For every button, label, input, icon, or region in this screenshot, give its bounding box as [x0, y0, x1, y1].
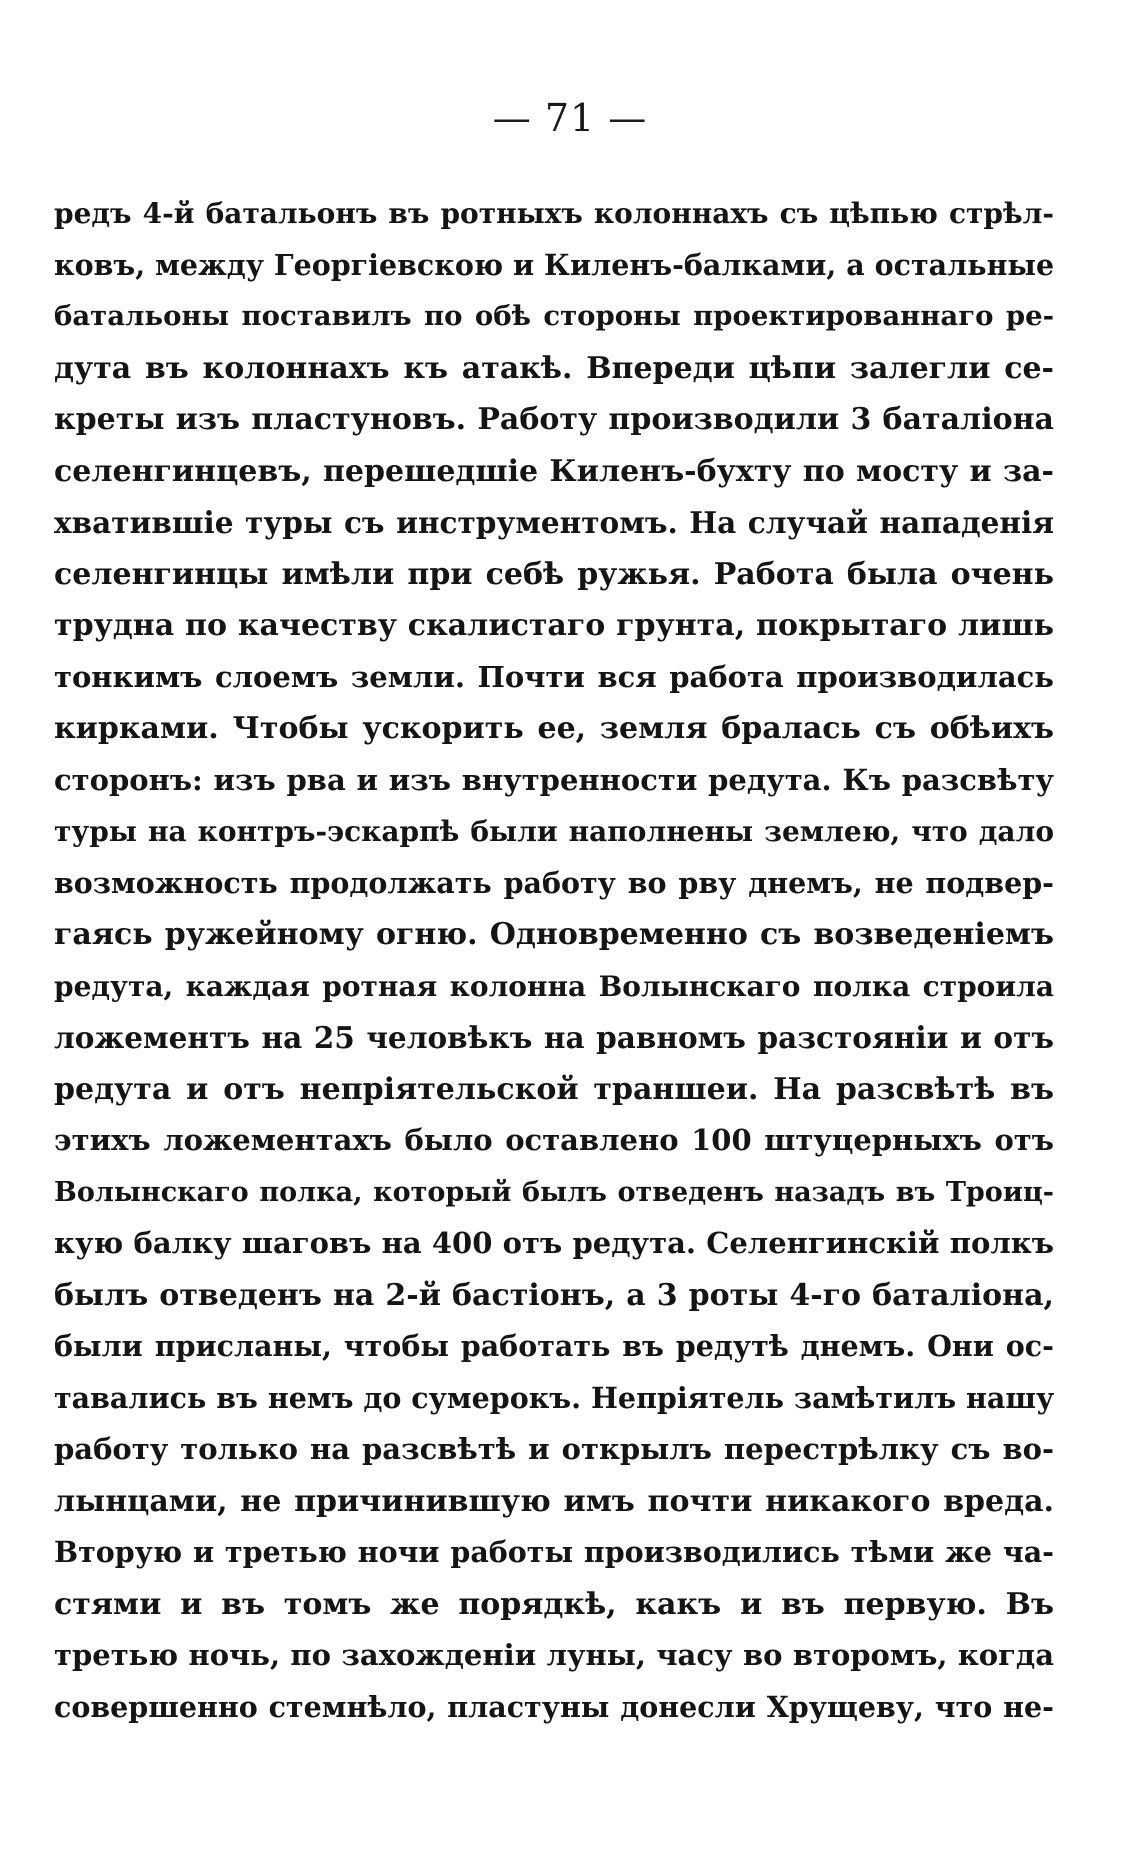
text-line: хватившіе туры съ инструментомъ. На случай нападенія	[54, 505, 1054, 540]
text-line: селенгинцы имѣли при себѣ ружья. Работа была очень	[54, 556, 1054, 592]
text-line: ковъ, между Георгіевскою и Киленъ-балками, а остальные	[54, 247, 1055, 282]
text-line: трудна по качеству скалистаго грунта, покрытаго лишь	[54, 608, 1054, 643]
text-line: дута въ колоннахъ къ атакѣ. Впереди цѣпи залегли се-	[54, 350, 1054, 386]
text-line: креты изъ пластуновъ. Работу производили 3 баталіона	[54, 402, 1054, 437]
text-line: селенгинцевъ, перешедшіе Киленъ-бухту по мосту и за-	[54, 453, 1054, 489]
text-line: редъ 4-й батальонъ въ ротныхъ колоннахъ съ цѣпью стрѣл-	[54, 197, 1054, 230]
text-line: тавались въ немъ до сумерокъ. Непріятель замѣтилъ нашу	[54, 1380, 1055, 1415]
text-line: гаясь ружейному огню. Одновременно съ возведеніемъ	[54, 917, 1054, 952]
text-line: ложементъ на 25 человѣкъ на равномъ разстояніи и отъ	[54, 1020, 1054, 1055]
text-line: тонкимъ слоемъ земли. Почти вся работа производилась	[54, 659, 1054, 694]
text-line: кую балку шаговъ на 400 отъ редута. Селенгинскій полкъ	[54, 1226, 1054, 1260]
text-line: совершенно стемнѣло, пластуны донесли Хрущеву, что не-	[54, 1689, 1054, 1724]
text-line: былъ отведенъ на 2-й бастіонъ, а 3 роты 4-го баталіона,	[54, 1277, 1054, 1313]
text-line: стями и въ томъ же порядкѣ, какъ и въ первую. Въ	[54, 1586, 1054, 1622]
text-line: кирками. Чтобы ускорить ее, земля бралась съ обѣихъ	[54, 711, 1054, 746]
page-number: — 71 —	[492, 96, 648, 140]
text-line: возможность продолжать работу во рву днемъ, не подвер-	[54, 865, 1054, 900]
text-line: редута, каждая ротная колонна Волынскаго полка строила	[54, 969, 1054, 1003]
text-line: редута и отъ непріятельской траншеи. На разсвѣтѣ въ	[54, 1071, 1054, 1107]
text-line: туры на контръ-эскарпѣ были наполнены землею, что дало	[54, 815, 1054, 848]
text-line: Волынскаго полка, который былъ отведенъ назадъ въ Троиц-	[54, 1176, 1054, 1208]
text-line: батальоны поставилъ по обѣ стороны проектированнаго ре-	[54, 300, 1054, 332]
text-line: этихъ ложементахъ было оставлено 100 штуцерныхъ отъ	[54, 1123, 1054, 1157]
text-line: работу только на разсвѣтѣ и открылъ перестрѣлку съ во-	[54, 1432, 1054, 1466]
text-line: Вторую и третью ночи работы производились тѣми же ча-	[54, 1535, 1054, 1569]
text-line: были присланы, чтобы работать въ редутѣ днемъ. Они ос-	[54, 1329, 1054, 1363]
text-line: лынцами, не причинившую имъ почти никакого вреда.	[54, 1483, 1054, 1519]
text-line: сторонъ: изъ рва и изъ внутренности редута. Къ разсвѣту	[54, 762, 1054, 797]
text-line: третью ночь, по захожденіи луны, часу во второмъ, когда	[54, 1638, 1054, 1672]
body-text	[54, 188, 1054, 1733]
